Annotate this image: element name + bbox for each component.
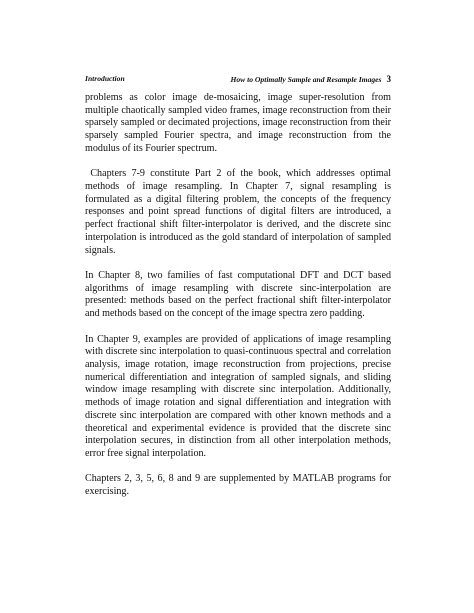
- paragraph-1: problems as color image de-mosaicing, image super-resolution from multiple chaotically sampled video frames, image reconstruction from their sparsely sampled or decimated projections, image reconstruction from their sparsely sampled Fourier spectra, and image reconstruction from the modulus of its Fourier spectrum.: [85, 92, 394, 154]
- body-text: [85, 92, 394, 512]
- running-header: [85, 73, 391, 89]
- book-title-header: [230, 73, 391, 86]
- book-title: How to Optimally Sample and Resample Images: [230, 75, 382, 84]
- paragraph-4: In Chapter 9, examples are provided of applications of image resampling with discrete sinc interpolation to quasi-continuous spectral and correlation analysis, image rotation, image reconstruction from projections, precise numerical differentiation and integration of sampled signals, and sliding window image resampling with discrete sinc interpolation. Additionally, methods of image rotation and signal differentiation and integration with discrete sinc interpolation are compared with other known methods and a theoretical and experimental evidence is provided that the discrete sinc interpolation secures, in distinction from all other interpolation methods, error free signal interpolation.: [85, 333, 391, 459]
- paragraph-2: Chapters 7-9 constitute Part 2 of the book, which addresses optimal methods of image resampling. In Chapter 7, signal resampling is formulated as a digital filtering problem, the concepts of the frequency responses and point spread functions of digital filters are introduced, a perfect fractional shift filter-interpolator is derived, and the discrete sinc interpolation is introduced as the gold standard of interpolation of sampled signals.: [85, 168, 394, 256]
- page-number: 3: [386, 74, 391, 84]
- paragraph-5: Chapters 2, 3, 5, 6, 8 and 9 are supplemented by MATLAB programs for exercising.: [85, 473, 391, 498]
- chapter-title: Introduction: [85, 74, 125, 83]
- paragraph-3: In Chapter 8, two families of fast computational DFT and DCT based algorithms of image resampling with discrete sinc-interpolation are presented: methods based on the perfect fractional shift filter-interpolator and methods based on the concept of the image spectra zero padding.: [85, 270, 391, 320]
